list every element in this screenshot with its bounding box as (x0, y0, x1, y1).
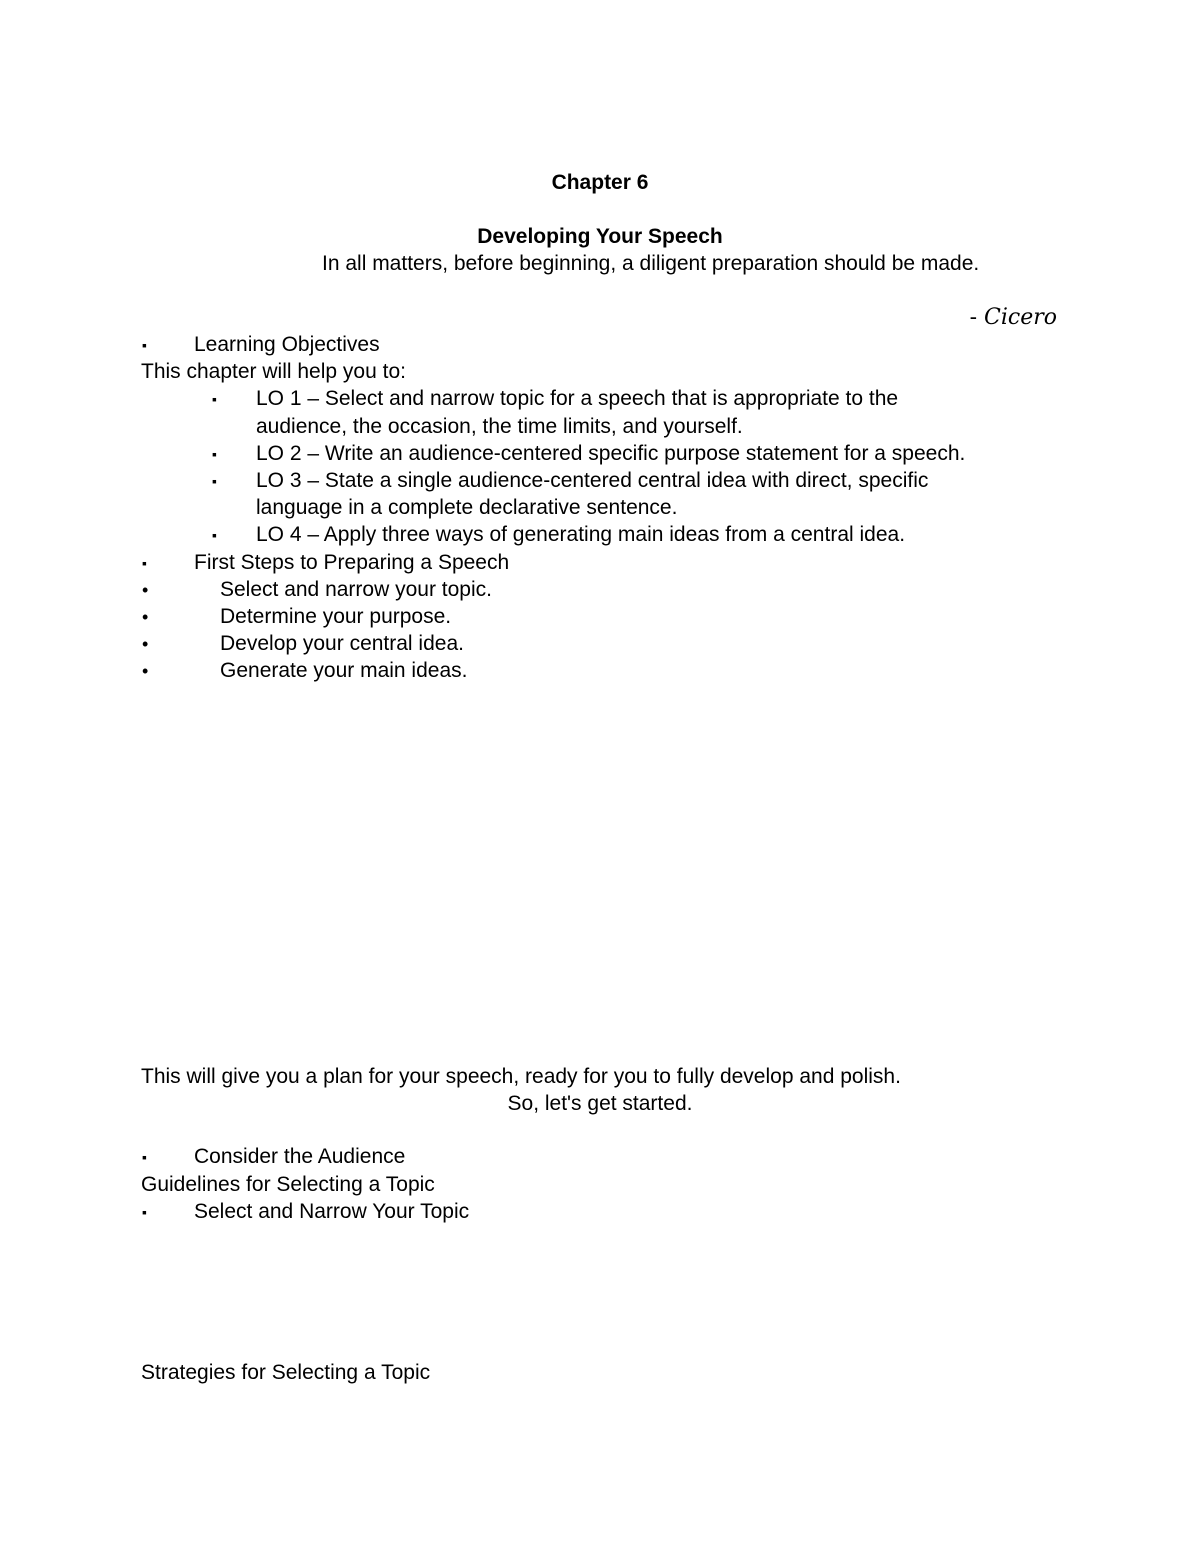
square-bullet-icon: ▪ (142, 1204, 147, 1220)
square-bullet-icon: ▪ (212, 473, 217, 489)
topic-strategies-heading: Strategies for Selecting a Topic (141, 1361, 431, 1384)
round-bullet-icon: • (142, 661, 149, 681)
square-bullet-icon: ▪ (212, 391, 217, 407)
plan-start: So, let's get started. (507, 1092, 693, 1115)
objective-lo4: LO 4 – Apply three ways of generating main ideas from a central idea. (256, 523, 906, 546)
epigraph-dash: - (969, 305, 985, 330)
narrow-topic-heading: Select and Narrow Your Topic (194, 1200, 470, 1223)
learning-objectives-intro: This chapter will help you to: (141, 360, 406, 383)
objective-lo3-line2: language in a complete declarative sentence. (256, 496, 678, 519)
learning-objectives-heading: Learning Objectives (194, 333, 380, 356)
first-step-item: Develop your central idea. (220, 632, 464, 655)
epigraph-quote: In all matters, before beginning, a diligent preparation should be made. (322, 252, 980, 275)
first-steps-heading: First Steps to Preparing a Speech (194, 551, 510, 574)
plan-statement: This will give you a plan for your speech, ready for you to fully develop and polish. (141, 1065, 901, 1088)
chapter-number: Chapter 6 (551, 171, 649, 194)
topic-guidelines-heading: Guidelines for Selecting a Topic (141, 1173, 435, 1196)
square-bullet-icon: ▪ (142, 1149, 147, 1165)
audience-heading: Consider the Audience (194, 1145, 406, 1168)
objective-lo2: LO 2 – Write an audience-centered specific purpose statement for a speech. (256, 442, 966, 465)
round-bullet-icon: • (142, 634, 149, 654)
objective-lo1-line2: audience, the occasion, the time limits, and yourself. (256, 415, 743, 438)
square-bullet-icon: ▪ (142, 555, 147, 571)
square-bullet-icon: ▪ (212, 527, 217, 543)
round-bullet-icon: • (142, 580, 149, 600)
round-bullet-icon: • (142, 607, 149, 627)
objective-lo1-line1: LO 1 – Select and narrow topic for a speech that is appropriate to the (256, 387, 899, 410)
epigraph-author-name: Cicero (984, 305, 1057, 330)
chapter-title: Developing Your Speech (477, 225, 723, 248)
first-step-item: Determine your purpose. (220, 605, 452, 628)
first-step-item: Select and narrow your topic. (220, 578, 492, 601)
square-bullet-icon: ▪ (142, 337, 147, 353)
square-bullet-icon: ▪ (212, 446, 217, 462)
objective-lo3-line1: LO 3 – State a single audience-centered central idea with direct, specific (256, 469, 929, 492)
first-step-item: Generate your main ideas. (220, 659, 468, 682)
epigraph-author (970, 304, 1057, 332)
